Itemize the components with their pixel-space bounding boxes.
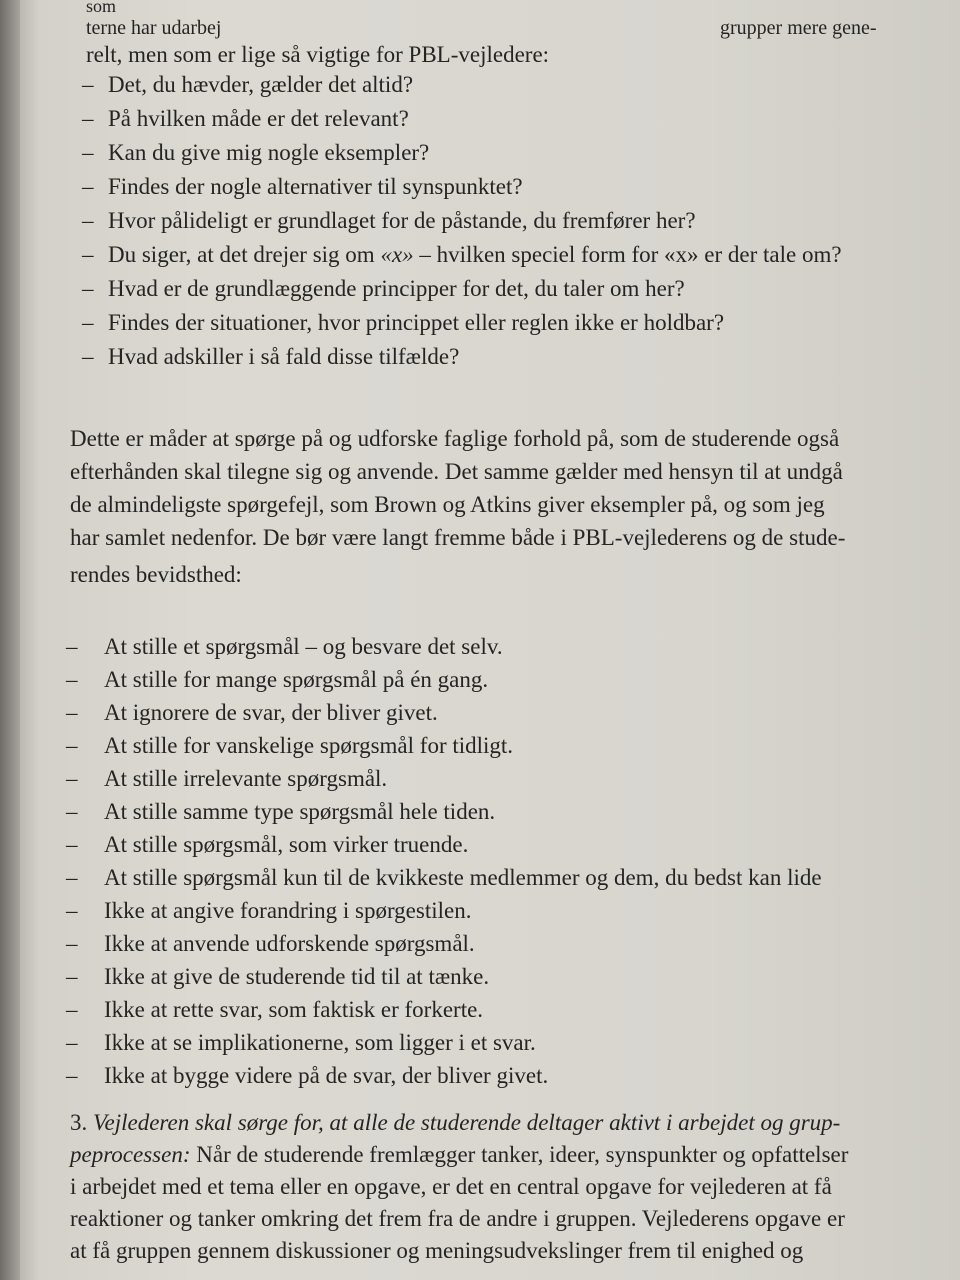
list-item: Ikke at bygge videre på de svar, der bliver givet. xyxy=(104,1063,549,1088)
text-line: som xyxy=(86,0,117,16)
italic-text: «x» xyxy=(380,242,414,267)
text-line: grupper mere gene- xyxy=(720,17,877,39)
text-line: Dette er måder at spørge på og udforske faglige forhold på, som de studerende også xyxy=(70,426,840,451)
dash-bullet: – xyxy=(82,242,94,267)
list-item: Ikke at give de studerende tid til at tænke. xyxy=(104,964,490,989)
list-item: At stille for mange spørgsmål på én gang. xyxy=(104,667,489,692)
dash-bullet: – xyxy=(82,310,94,335)
dash-bullet: – xyxy=(82,174,94,199)
text-line: reaktioner og tanker omkring det frem fra de andre i gruppen. Vejlederens opgave er xyxy=(70,1206,845,1231)
list-item: Hvad adskiller i så fald disse tilfælde? xyxy=(108,344,460,369)
text-line: har samlet nedenfor. De bør være langt fremme både i PBL-vejlederens og de stude- xyxy=(70,525,846,550)
list-item: At stille samme type spørgsmål hele tiden. xyxy=(104,799,496,824)
dash-bullet: – xyxy=(66,964,78,989)
dash-bullet: – xyxy=(66,832,78,857)
list-item: Hvor pålideligt er grundlaget for de påstande, du fremfører her? xyxy=(108,208,696,233)
list-item xyxy=(108,242,842,268)
list-item: Ikke at rette svar, som faktisk er forkerte. xyxy=(104,997,484,1022)
list-item: At stille spørgsmål, som virker truende. xyxy=(104,832,469,857)
list-item: Findes der situationer, hvor princippet eller reglen ikke er holdbar? xyxy=(108,310,725,335)
dash-bullet: – xyxy=(82,72,94,97)
dash-bullet: – xyxy=(66,733,78,758)
text: Når de studerende fremlægger tanker, ideer, synspunkter og opfattelser xyxy=(190,1142,849,1167)
section3-heading-line xyxy=(70,1110,840,1136)
list-item: Hvad er de grundlæggende principper for det, du taler om her? xyxy=(108,276,685,301)
dash-bullet: – xyxy=(66,700,78,725)
text: Du siger, at det drejer sig om xyxy=(108,242,381,267)
dash-bullet: – xyxy=(66,865,78,890)
text-line: efterhånden skal tilegne sig og anvende. Det samme gælder med hensyn til at undgå xyxy=(70,459,843,484)
list-item: At stille et spørgsmål – og besvare det selv. xyxy=(104,634,503,659)
dash-bullet: – xyxy=(82,344,94,369)
dash-bullet: – xyxy=(66,898,78,923)
dash-bullet: – xyxy=(66,667,78,692)
text-line xyxy=(70,1142,848,1168)
list-item: Kan du give mig nogle eksempler? xyxy=(108,140,430,165)
italic-text: peprocessen: xyxy=(70,1142,191,1167)
dash-bullet: – xyxy=(82,276,94,301)
list-item: Ikke at angive forandring i spørgestilen. xyxy=(104,898,472,923)
text-line: relt, men som er lige så vigtige for PBL-vejledere: xyxy=(86,42,550,67)
list-item: Ikke at se implikationerne, som ligger i et svar. xyxy=(104,1030,536,1055)
book-binding-shadow xyxy=(0,0,20,1280)
text: – hvilken speciel form for «x» er der tale om? xyxy=(413,242,842,267)
text-line: rendes bevidsthed: xyxy=(70,562,242,587)
list-item: At ignorere de svar, der bliver givet. xyxy=(104,700,438,725)
italic-text: Vejlederen skal sørge for, at alle de studerende deltager aktivt i arbejdet og grup- xyxy=(93,1110,841,1135)
dash-bullet: – xyxy=(66,1030,78,1055)
list-item: Ikke at anvende udforskende spørgsmål. xyxy=(104,931,475,956)
list-item: At stille irrelevante spørgsmål. xyxy=(104,766,388,791)
list-item: På hvilken måde er det relevant? xyxy=(108,106,409,131)
section-number: 3. xyxy=(70,1110,93,1135)
text-line: i arbejdet med et tema eller en opgave, er det en central opgave for vejlederen at få xyxy=(70,1174,832,1199)
text-line: at få gruppen gennem diskussioner og meningsudvekslinger frem til enighed og xyxy=(70,1238,804,1263)
dash-bullet: – xyxy=(66,997,78,1022)
dash-bullet: – xyxy=(66,1063,78,1088)
dash-bullet: – xyxy=(82,140,94,165)
dash-bullet: – xyxy=(66,634,78,659)
dash-bullet: – xyxy=(66,931,78,956)
list-item: Det, du hævder, gælder det altid? xyxy=(108,72,414,97)
text-line: de almindeligste spørgefejl, som Brown og Atkins giver eksempler på, og som jeg xyxy=(70,492,825,517)
list-item: At stille for vanskelige spørgsmål for tidligt. xyxy=(104,733,514,758)
list-item: At stille spørgsmål kun til de kvikkeste medlemmer og dem, du bedst kan lide xyxy=(104,865,822,890)
dash-bullet: – xyxy=(82,208,94,233)
list-item: Findes der nogle alternativer til synspunktet? xyxy=(108,174,523,199)
dash-bullet: – xyxy=(66,799,78,824)
dash-bullet: – xyxy=(66,766,78,791)
text-line: terne har udarbej xyxy=(86,17,222,39)
dash-bullet: – xyxy=(82,106,94,131)
